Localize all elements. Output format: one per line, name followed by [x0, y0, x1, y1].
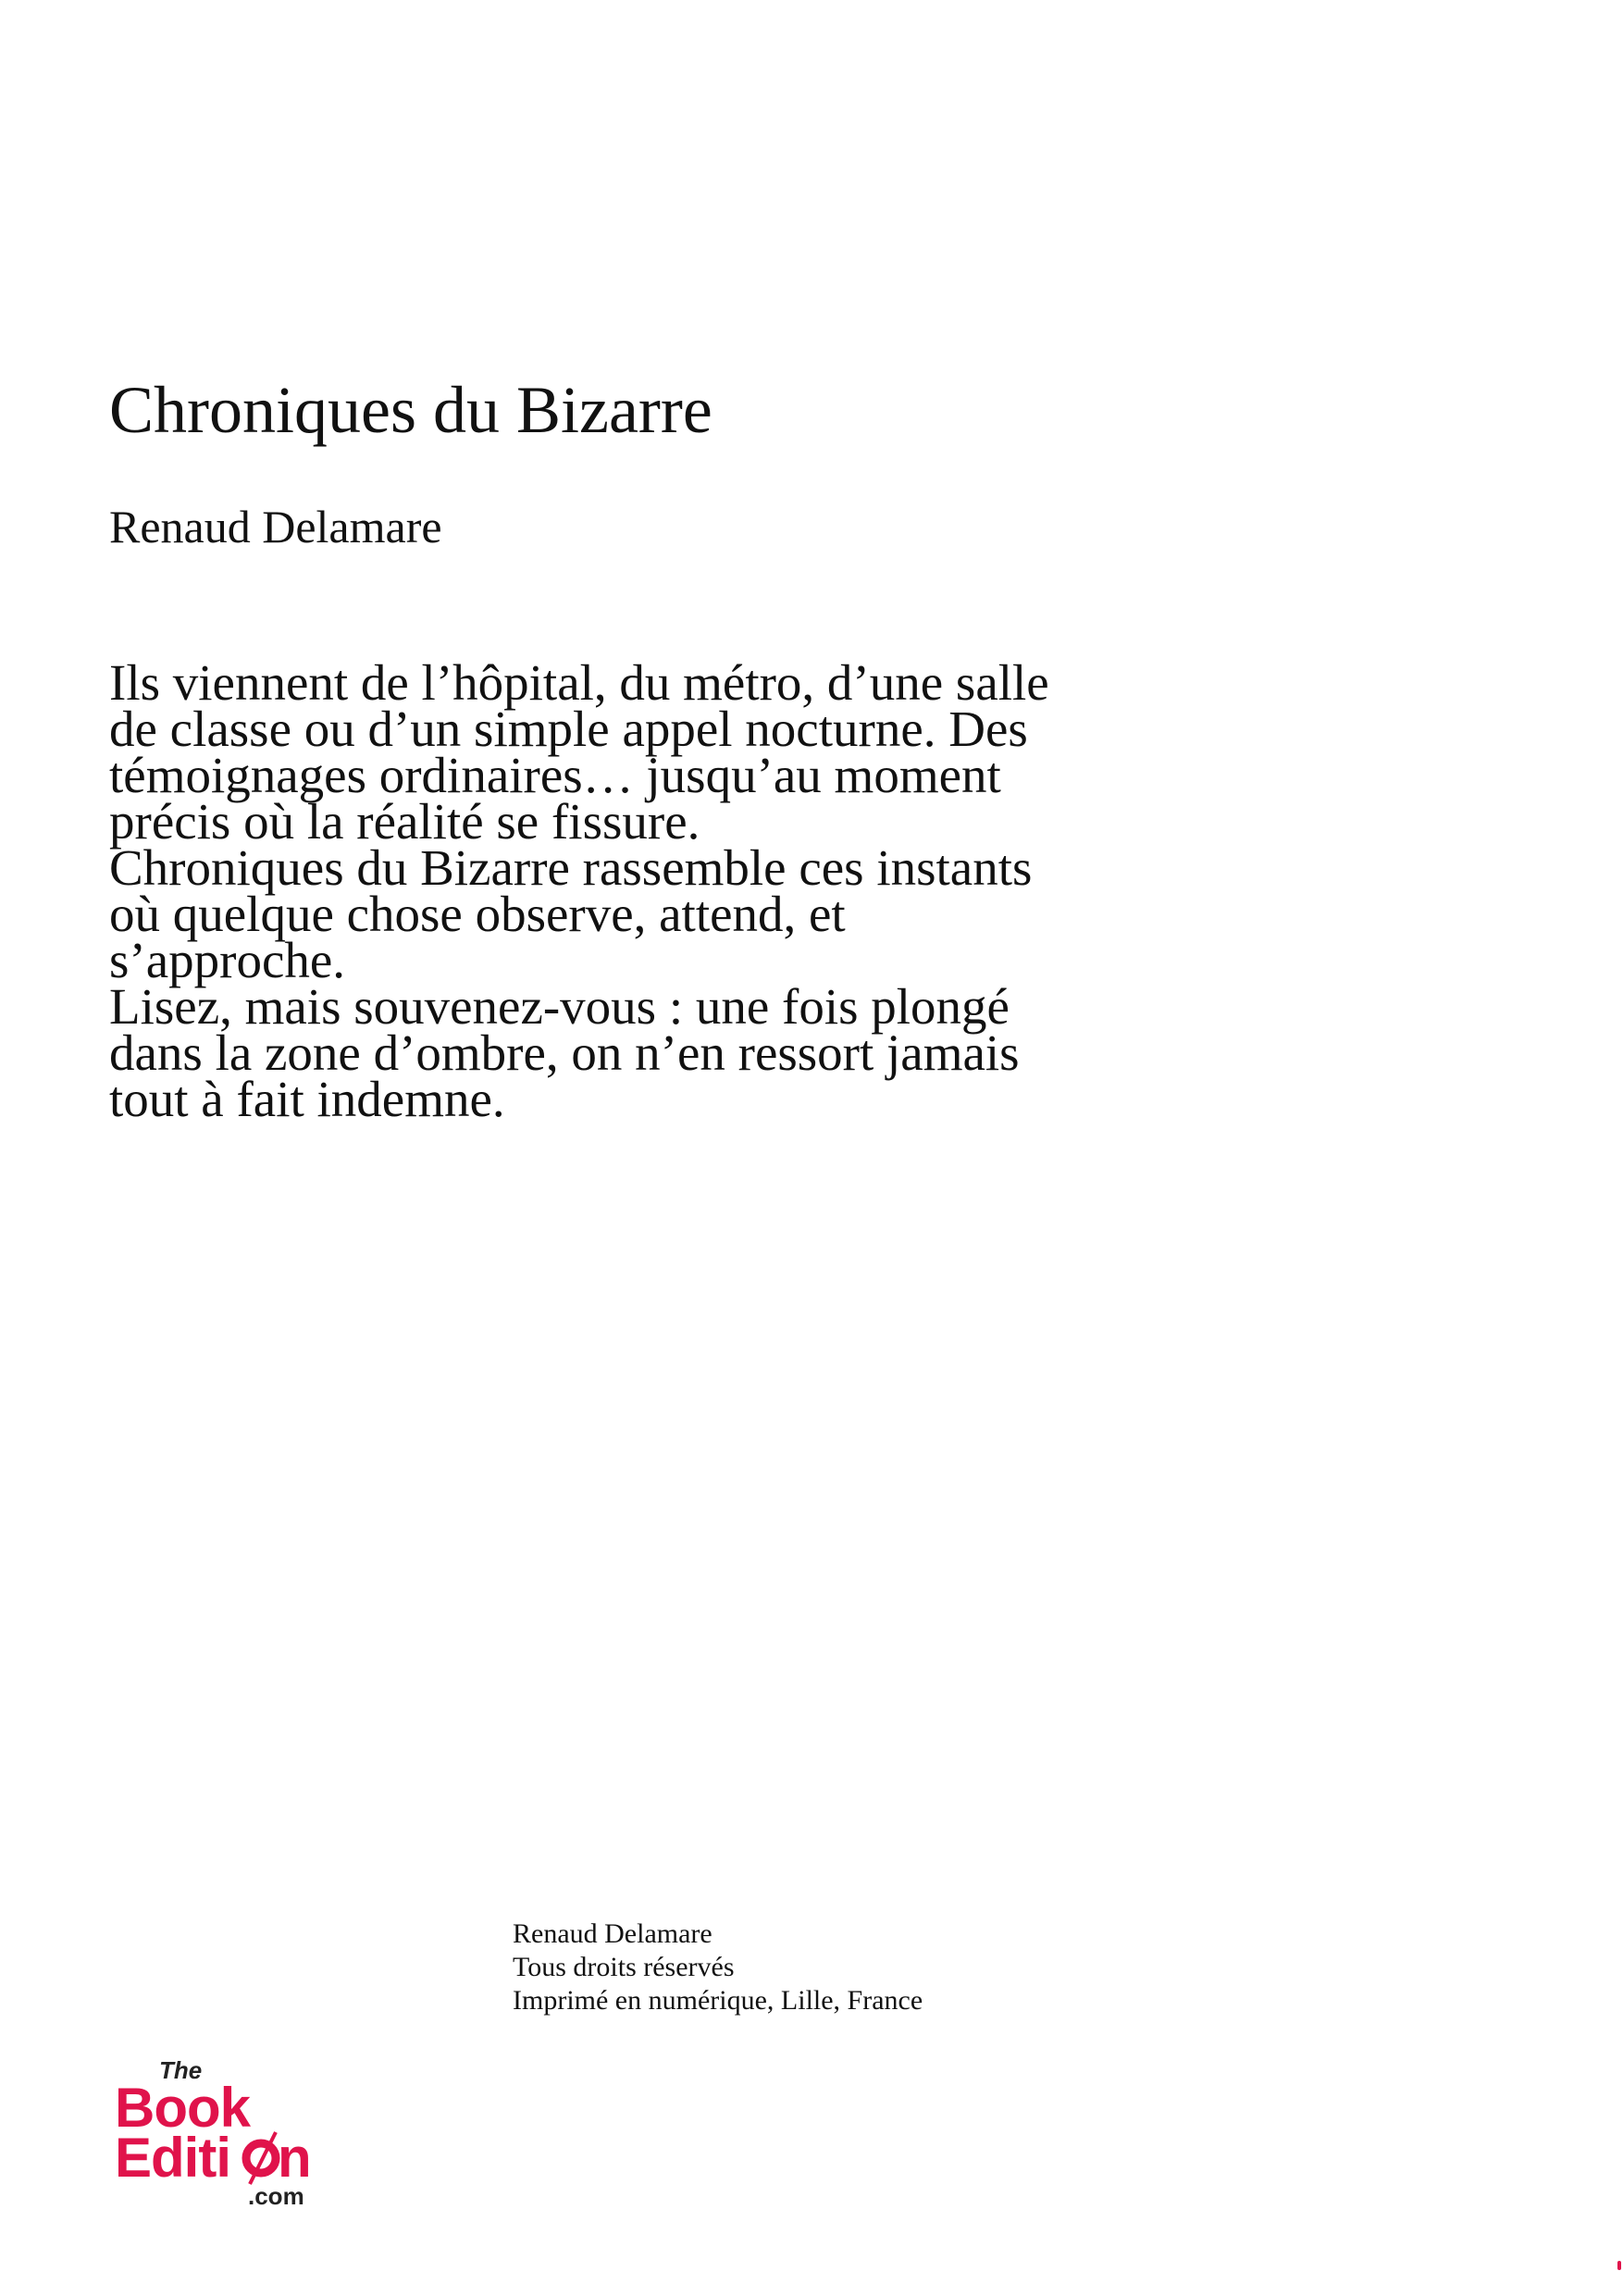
blurb-line: témoignages ordinaires… jusqu’au moment	[109, 747, 1001, 803]
book-title: Chroniques du Bizarre	[109, 373, 712, 447]
blurb-line: tout à fait indemne.	[109, 1071, 505, 1127]
back-cover-blurb	[109, 654, 1257, 1127]
blurb-line: s’approche.	[109, 932, 346, 988]
logo-edition: Editi	[115, 2127, 230, 2189]
blurb-line: Ils viennent de l’hôpital, du métro, d’une salle	[109, 654, 1049, 711]
book-author: Renaud Delamare	[109, 501, 442, 552]
logo-edition-end: n	[278, 2127, 312, 2189]
imprint-printed: Imprimé en numérique, Lille, France	[513, 1985, 923, 2016]
logo-the: The	[159, 2056, 203, 2084]
blurb-line: où quelque chose observe, attend, et	[109, 886, 846, 942]
imprint-notice	[513, 1917, 923, 2017]
blurb-line: dans la zone d’ombre, on n’en ressort jamais	[109, 1024, 1020, 1081]
imprint-rights: Tous droits réservés	[513, 1952, 735, 1982]
blurb-line: Chroniques du Bizarre rassemble ces instants	[109, 839, 1033, 896]
blurb-line: précis où la réalité se fissure.	[109, 793, 700, 850]
crop-mark-icon	[1617, 2261, 1621, 2270]
logo-dotcom: .com	[248, 2182, 304, 2210]
thebookedition-logo	[111, 2053, 333, 2210]
blurb-line: de classe ou d’un simple appel nocturne. Des	[109, 701, 1028, 757]
logo-book: Book	[115, 2077, 250, 2139]
imprint-author: Renaud Delamare	[513, 1918, 712, 1949]
blurb-line: Lisez, mais souvenez-vous : une fois plongé	[109, 978, 1010, 1035]
